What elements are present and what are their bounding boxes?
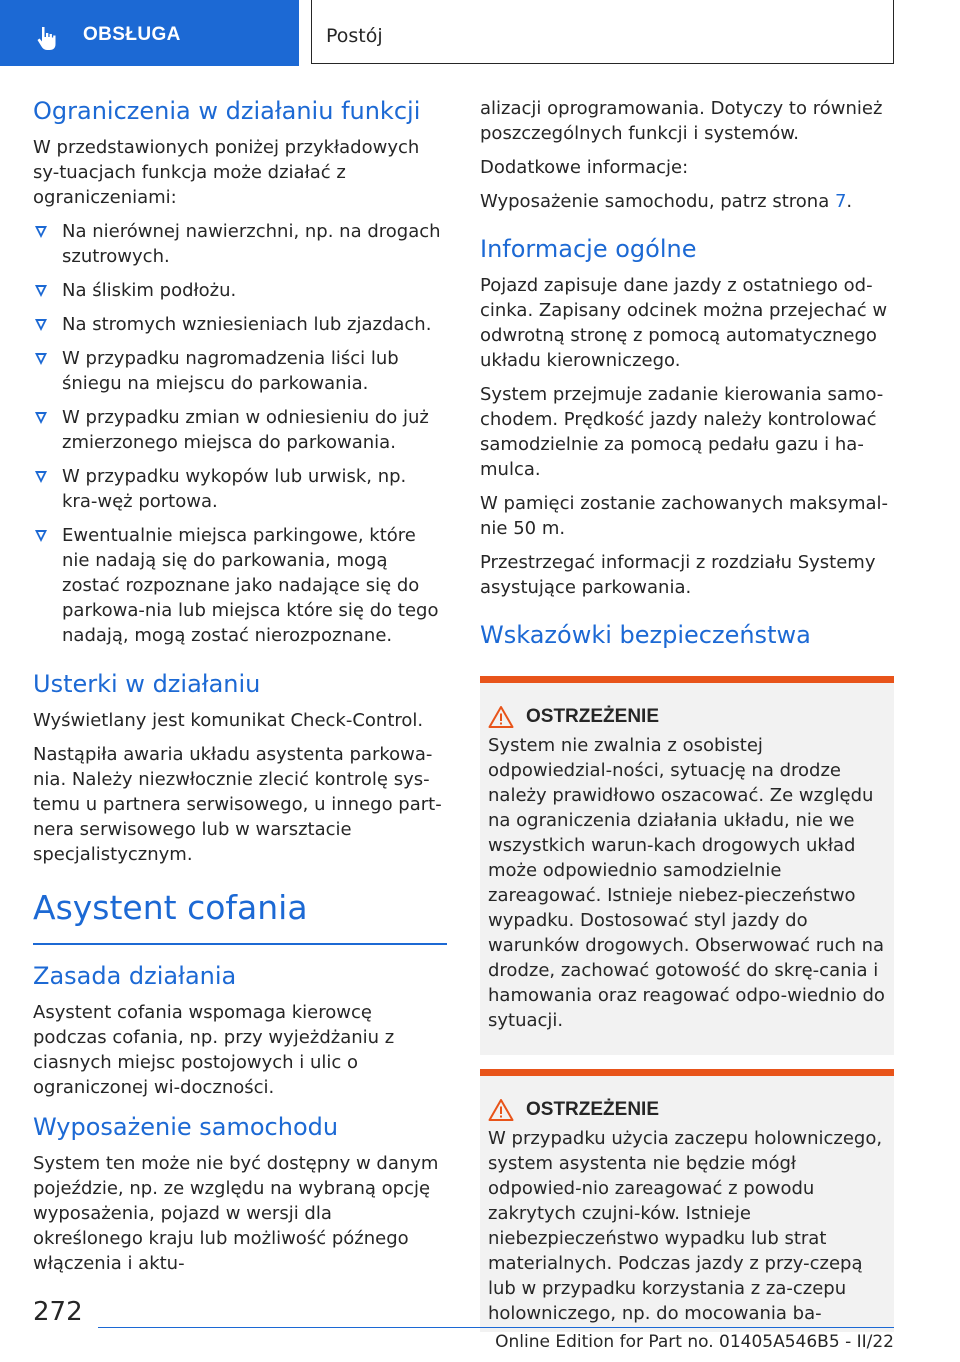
chapter-label: Postój <box>326 25 383 47</box>
bullet-triangle-icon <box>35 412 47 424</box>
warning-title: OSTRZEŻENIE <box>526 706 660 727</box>
list-item: Na stromych wzniesieniach lub zjazdach. <box>33 312 447 337</box>
bullet-triangle-icon <box>35 471 47 483</box>
warning-text: W przypadku użycia zaczepu holowniczego, system asystenta nie będzie mógł odpowied-nio zareagować z powodu zakrytych czujni-ków. Istnieje niebezpieczeństwo wypadku lub strat materialnych. Podczas jazdy z przy-czepą lub w przypadku korzystania z za-czepu holowniczego, np. do mocowania ba- <box>488 1128 883 1324</box>
list-item: W przypadku nagromadzenia liści lub śniegu na miejscu do parkowania. <box>33 346 447 396</box>
list-item: W przypadku wykopów lub urwisk, np. kra-węż portowa. <box>33 464 447 514</box>
principle-heading: Zasada działania <box>33 962 237 990</box>
limits-heading: Ograniczenia w działaniu funkcji <box>33 97 421 125</box>
list-item: Na nierównej nawierzchni, np. na drogach szutrowych. <box>33 219 447 269</box>
page-number: 272 <box>33 1297 83 1327</box>
limits-list <box>33 219 447 648</box>
touch-hand-icon <box>34 24 62 52</box>
more-info-label: Dodatkowe informacje: <box>480 157 689 178</box>
equipment-heading: Wyposażenie samochodu <box>33 1113 339 1141</box>
footer-divider <box>98 1327 894 1328</box>
list-item: W przypadku zmian w odniesieniu do już zmierzonego miejsca do parkowania. <box>33 405 447 455</box>
faults-paragraph-2: Nastąpiła awaria układu asystenta parkowa-nia. Należy niezwłocznie zlecić kontrolę sys-temu u partnera serwisowego, u innego part-nera serwisowego lub w warsztacie specjalistycznym. <box>33 744 442 865</box>
warning-triangle-icon <box>488 705 514 729</box>
continued-paragraph: alizacji oprogramowania. Dotyczy to również poszczególnych funkcji i systemów. <box>480 98 883 144</box>
warning-box-1 <box>480 676 894 1055</box>
equipment-paragraph: System ten może nie być dostępny w danym pojeździe, np. ze względu na wybraną opcję wyposażenia, pojazd w wersji dla określonego kraju lub możliwość późnego włączenia i aktu- <box>33 1153 439 1274</box>
more-info-text: Wyposażenie samochodu, patrz strona 7. <box>480 191 853 212</box>
safety-heading: Wskazówki bezpieczeństwa <box>480 621 811 649</box>
general-paragraph-1: Pojazd zapisuje dane jazdy z ostatniego od-cinka. Zapisany odcinek można przejechać w odwrotną stronę z pomocą automatycznego układu kierowniczego. <box>480 275 888 371</box>
section-tab[interactable] <box>0 0 299 66</box>
list-item: Na śliskim podłożu. <box>33 278 447 303</box>
warning-text: System nie zwalnia z osobistej odpowiedzial-ności, sytuację na drodze należy prawidłowo oszacować. Ze względu na ograniczenia działania układu, nie we wszystkich warun-kach drogowych układ może odpowiednio samodzielnie zareagować. Istnieje niebez-pieczeństwo wypadku. Dostosować styl jazdy do warunków drogowych. Obserwować ruch na drodze, zachować gotowość do skrę-cania i hamowania oraz reagować odpo-wiednio do sytuacji. <box>488 735 885 1031</box>
chapter-header <box>311 0 894 64</box>
bullet-triangle-icon <box>35 226 47 238</box>
warning-triangle-icon <box>488 1098 514 1122</box>
heading-divider <box>33 943 447 945</box>
list-item: Ewentualnie miejsca parkingowe, które nie nadają się do parkowania, mogą zostać rozpoznane jako nadające się do parkowa-nia lub miejsca które się do tego nadają, mogą zostać nierozpoznane. <box>33 523 447 648</box>
principle-paragraph: Asystent cofania wspomaga kierowcę podczas cofania, np. przy wyjeżdżaniu z ciasnych miejsc postojowych i ulic o ograniczonej wi-doczności. <box>33 1002 395 1098</box>
bullet-triangle-icon <box>35 353 47 365</box>
page-link[interactable]: 7 <box>834 191 847 212</box>
general-paragraph-4: Przestrzegać informacji z rozdziału Systemy asystujące parkowania. <box>480 552 876 598</box>
warning-box-2 <box>480 1069 894 1332</box>
general-heading: Informacje ogólne <box>480 235 697 263</box>
general-paragraph-2: System przejmuje zadanie kierowania samo-chodem. Prędkość jazdy należy kontrolować samodzielnie za pomocą pedału gazu i ha-mulca. <box>480 384 884 480</box>
bullet-triangle-icon <box>35 285 47 297</box>
bullet-triangle-icon <box>35 530 47 542</box>
edition-text: Online Edition for Part no. 01405A546B5 - II/22 <box>495 1332 894 1352</box>
section-label: OBSŁUGA <box>83 24 181 45</box>
left-column <box>33 96 447 1276</box>
general-paragraph-3: W pamięci zostanie zachowanych maksymal-nie 50 m. <box>480 493 889 539</box>
faults-heading: Usterki w działaniu <box>33 670 261 698</box>
right-column <box>480 96 894 1332</box>
main-heading: Asystent cofania <box>33 888 308 927</box>
bullet-triangle-icon <box>35 319 47 331</box>
faults-paragraph-1: Wyświetlany jest komunikat Check-Control. <box>33 710 424 731</box>
warning-title: OSTRZEŻENIE <box>526 1099 660 1120</box>
limits-intro: W przedstawionych poniżej przykładowych sy-tuacjach funkcja może działać z ograniczeniami: <box>33 137 420 208</box>
